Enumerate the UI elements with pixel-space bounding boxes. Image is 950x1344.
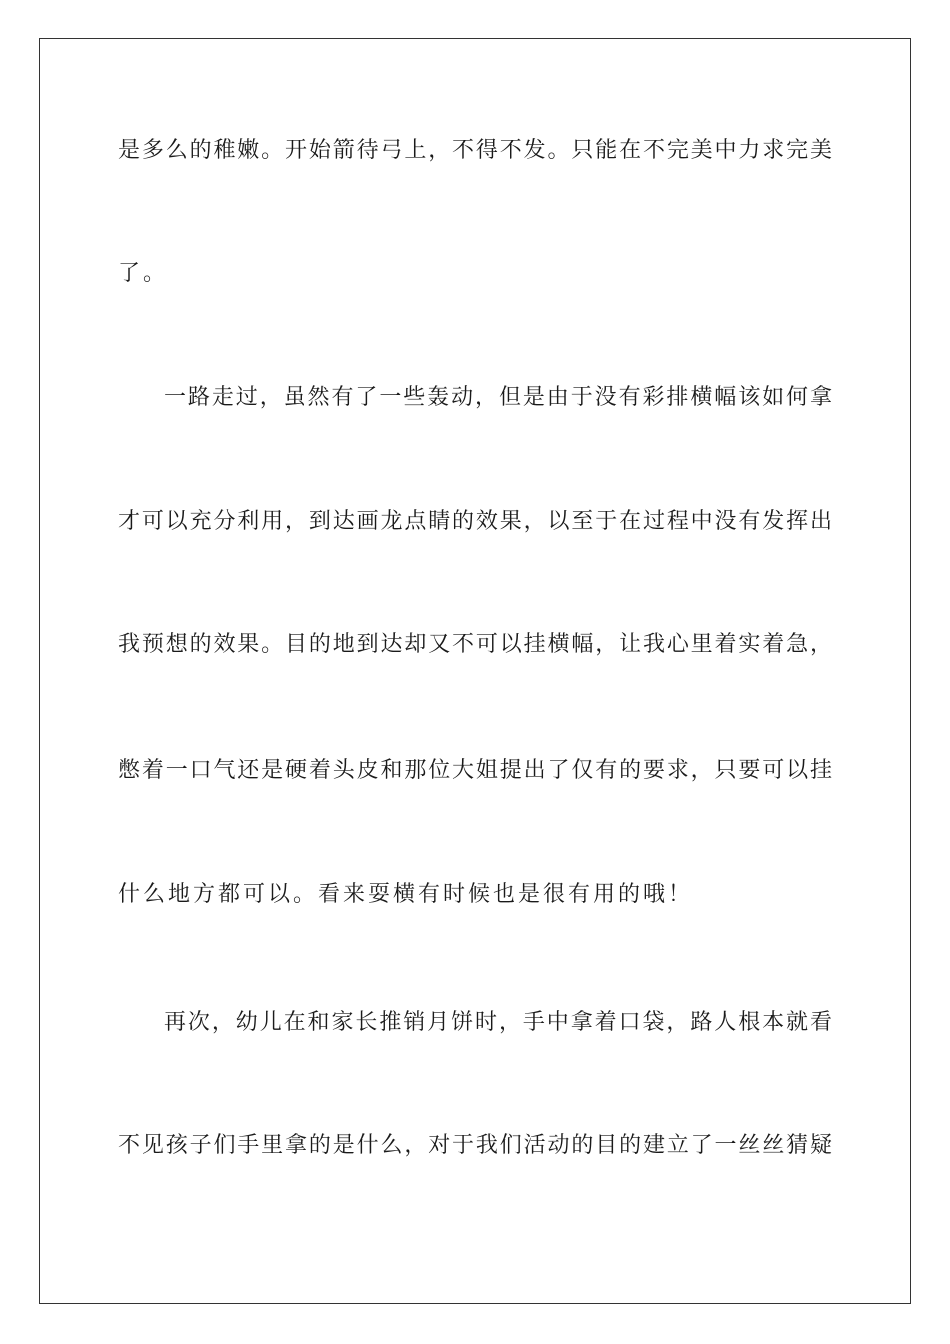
page-frame — [39, 38, 911, 1304]
text-line-indented: 再次，幼儿在和家长推销月饼时，手中拿着口袋，路人根本就看 — [164, 1010, 832, 1035]
text-line: 不见孩子们手里拿的是什么，对于我们活动的目的建立了一丝丝猜疑 — [118, 1133, 832, 1158]
text-line: 是多么的稚嫩。开始箭待弓上，不得不发。只能在不完美中力求完美 — [118, 138, 832, 163]
text-line: 憋着一口气还是硬着头皮和那位大姐提出了仅有的要求，只要可以挂 — [118, 758, 832, 783]
text-line: 我预想的效果。目的地到达却又不可以挂横幅，让我心里着实着急， — [118, 632, 832, 657]
text-line-indented: 一路走过，虽然有了一些轰动，但是由于没有彩排横幅该如何拿 — [164, 385, 832, 410]
text-line: 才可以充分利用，到达画龙点睛的效果，以至于在过程中没有发挥出 — [118, 509, 832, 534]
text-line: 了。 — [118, 261, 169, 286]
text-line: 什么地方都可以。看来耍横有时候也是很有用的哦！ — [118, 882, 694, 907]
